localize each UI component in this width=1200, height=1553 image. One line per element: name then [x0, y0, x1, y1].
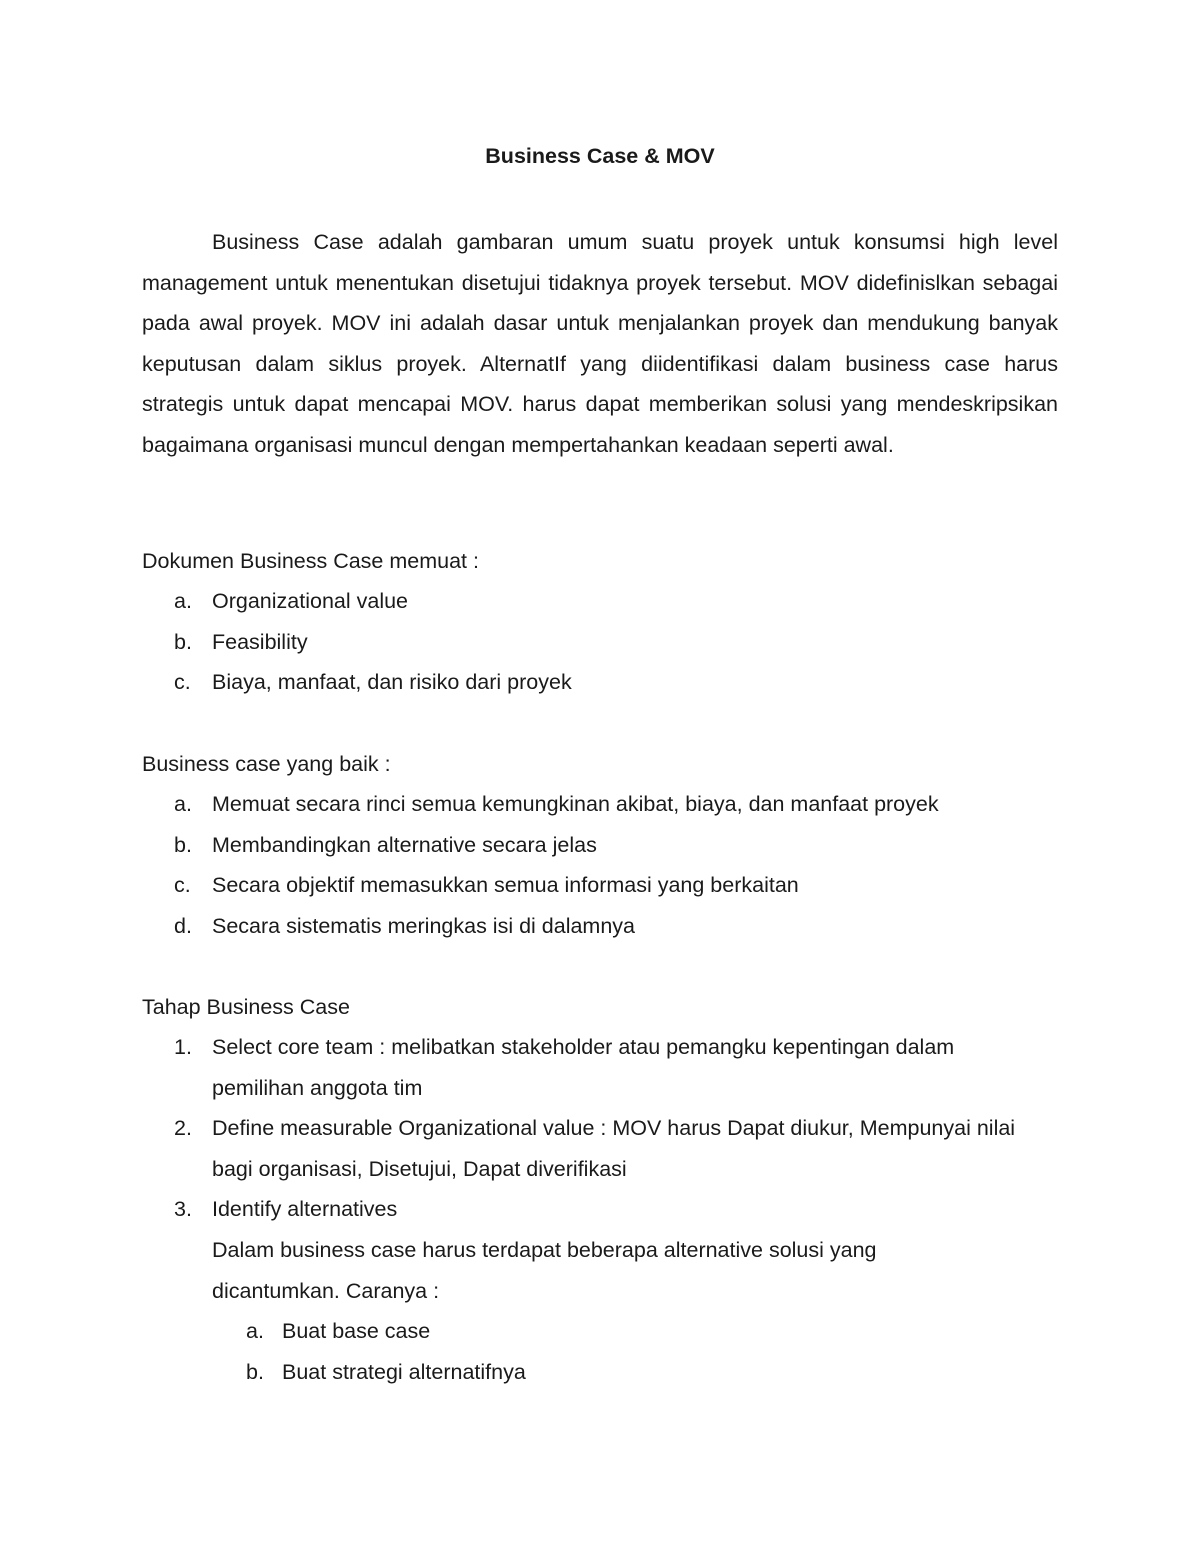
list-marker: b.: [174, 832, 192, 857]
list-item: [142, 1027, 1042, 1108]
list-item: [142, 622, 1082, 663]
contents-list: [142, 581, 1082, 703]
list-item: [142, 1189, 1042, 1392]
list-marker: 2.: [174, 1116, 192, 1141]
good-business-case-list: [142, 784, 1082, 946]
list-item-text: Secara sistematis meringkas isi di dalamnya: [212, 913, 635, 938]
list-item-text: Define measurable Organizational value : MOV harus Dapat diukur, Mempunyai nilai bagi organisasi, Disetujui, Dapat diverifikasi: [212, 1116, 1016, 1181]
list-item: [142, 825, 1082, 866]
sublist-item: [212, 1311, 1042, 1352]
section-heading-good-business-case: Business case yang baik :: [142, 752, 391, 776]
list-item-text: Organizational value: [212, 589, 409, 613]
intro-paragraph: Business Case adalah gambaran umum suatu proyek untuk konsumsi high level management untuk menentukan disetujui tidaknya proyek tersebut. MOV didefinislkan sebagai pada awal proyek. MOV ini adalah dasar untuk menjalankan proyek dan mendukung banyak keputusan dalam siklus proyek. AlternatIf yang diidentifikasi dalam business case harus strategis untuk dapat mencapai MOV. harus dapat memberikan solusi yang mendeskripsikan bagaimana organisasi muncul dengan mempertahankan keadaan seperti awal.: [142, 230, 1058, 457]
list-marker: a.: [174, 792, 192, 816]
list-marker: b.: [174, 629, 192, 654]
list-item: [142, 1108, 1042, 1189]
list-item-text: Membandingkan alternative secara jelas: [212, 832, 597, 857]
list-item-text: Feasibility: [212, 629, 308, 654]
list-marker: a.: [174, 589, 192, 613]
list-item: [142, 906, 1082, 947]
list-item-detail: Dalam business case harus terdapat beberapa alternative solusi yang dicantumkan. Caranya :: [212, 1237, 877, 1303]
list-marker: d.: [174, 913, 192, 938]
alternatives-sublist: [212, 1311, 1042, 1392]
sublist-item-text: Buat strategi alternatifnya: [282, 1359, 526, 1384]
list-item-text: Identify alternatives: [212, 1197, 398, 1222]
list-item: [142, 784, 1082, 825]
section-heading-contents: Dokumen Business Case memuat :: [142, 549, 479, 573]
sublist-marker: b.: [246, 1359, 264, 1384]
list-item-text: Biaya, manfaat, dan risiko dari proyek: [212, 670, 572, 695]
document-title: Business Case & MOV: [485, 144, 715, 168]
sublist-item-text: Buat base case: [282, 1319, 431, 1344]
list-marker: c.: [174, 873, 191, 898]
list-item-text: Secara objektif memasukkan semua informasi yang berkaitan: [212, 873, 799, 898]
sublist-item: [212, 1352, 1042, 1393]
list-item-text: Select core team : melibatkan stakeholder atau pemangku kepentingan dalam pemilihan anggota tim: [212, 1035, 955, 1100]
list-item: [142, 581, 1082, 622]
sublist-marker: a.: [246, 1319, 264, 1344]
section-heading-stages: Tahap Business Case: [142, 995, 350, 1019]
list-marker: 3.: [174, 1197, 192, 1222]
list-marker: c.: [174, 670, 191, 695]
list-item: [142, 865, 1082, 906]
list-item-text: Memuat secara rinci semua kemungkinan akibat, biaya, dan manfaat proyek: [212, 792, 939, 816]
list-marker: 1.: [174, 1035, 192, 1059]
list-item: [142, 662, 1082, 703]
stages-list: [142, 1027, 1042, 1392]
